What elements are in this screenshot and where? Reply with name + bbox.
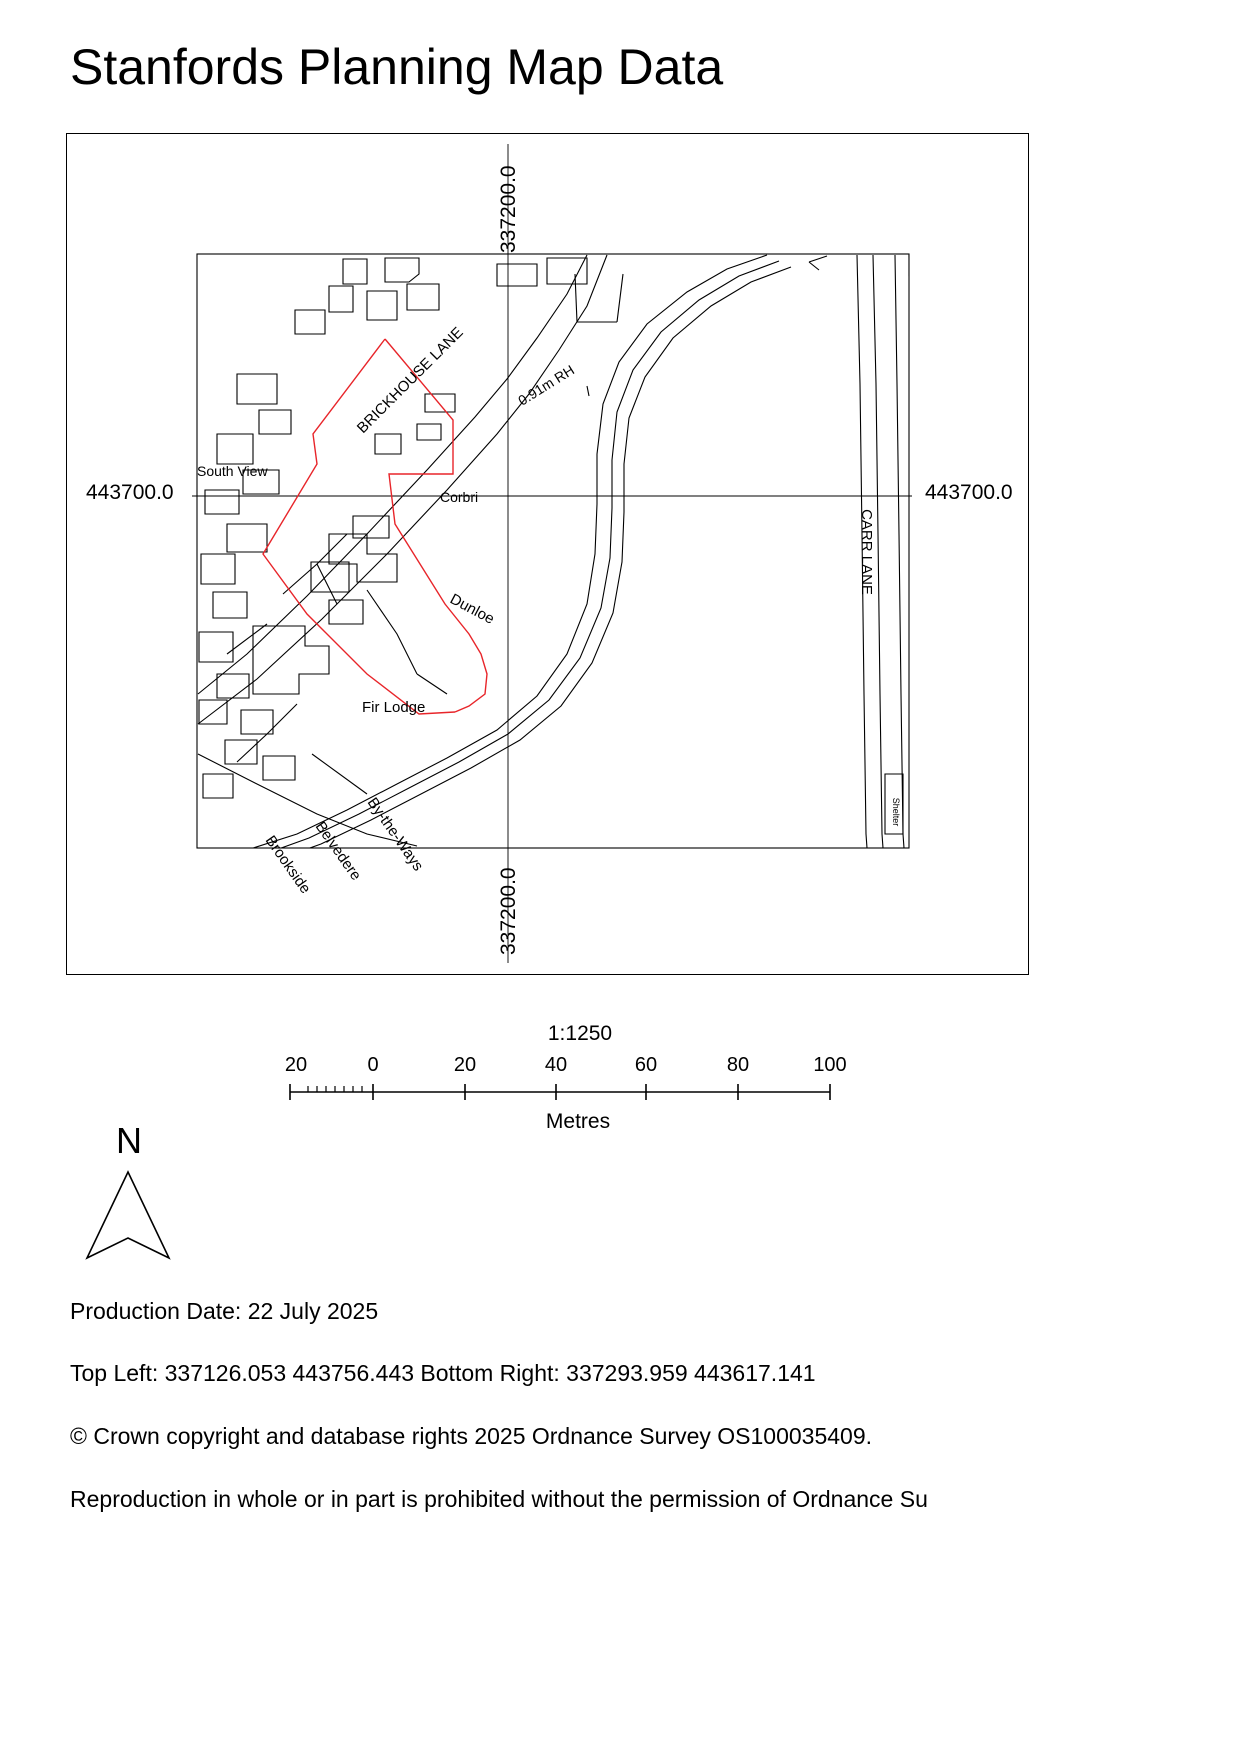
reproduction-notice: Reproduction in whole or in part is prohibited without the permission of Ordnance Su: [70, 1486, 928, 1512]
map-extent-rect: [197, 254, 909, 848]
grid-label-left-northing: 443700.0: [86, 481, 174, 504]
north-arrow: [68, 1122, 188, 1271]
scale-tick-1: 0: [367, 1054, 379, 1076]
scale-tick-0: 20: [284, 1054, 308, 1076]
label-dunloe: Dunloe: [447, 590, 498, 628]
label-corbri: Corbri: [440, 489, 479, 505]
road-network: [198, 255, 910, 862]
label-south-view: South View: [197, 463, 268, 479]
scale-tick-labels: [280, 1054, 847, 1078]
label-shelter: Shelter: [891, 797, 901, 827]
scale-bar-graphic: [280, 1080, 840, 1104]
scale-tick-5: 80: [726, 1054, 750, 1076]
label-brickhouse-lane: BRICKHOUSE LANE: [353, 324, 467, 437]
scale-tick-6: 100: [813, 1054, 847, 1076]
grid-label-top-easting: 337200.0: [497, 165, 520, 253]
copyright-notice: © Crown copyright and database rights 2025 Ordnance Survey OS100035409.: [70, 1423, 873, 1449]
grid-label-bottom-easting: 337200.0: [497, 867, 520, 955]
north-arrow-icon: [73, 1166, 183, 1266]
north-letter: N: [116, 1120, 142, 1161]
extent-coordinates: Top Left: 337126.053 443756.443 Bottom Right: 337293.959 443617.141: [70, 1360, 816, 1386]
production-date: Production Date: 22 July 2025: [70, 1298, 379, 1324]
scale-tick-4: 60: [634, 1054, 658, 1076]
site-boundary-outline-west: [263, 339, 455, 714]
scale-units-label: Metres: [545, 1110, 611, 1133]
scale-tick-3: 40: [544, 1054, 568, 1076]
label-fir-lodge: Fir Lodge: [362, 699, 426, 716]
map-labels: [197, 324, 901, 897]
grid-label-right-northing: 443700.0: [925, 481, 1013, 504]
label-belvedere: Belvedere: [311, 818, 365, 884]
label-rh-width: 0.91m RH: [515, 361, 578, 409]
map-graphic: [67, 134, 1027, 973]
buildings: [199, 258, 903, 834]
label-brookside: Brookside: [261, 832, 314, 897]
label-carr-lane: CARR LANE: [858, 509, 875, 595]
page-title: Stanfords Planning Map Data: [70, 39, 724, 95]
scale-tick-2: 20: [453, 1054, 477, 1076]
scale-ratio-label: 1:1250: [547, 1022, 613, 1045]
label-by-the-ways: By-the-Ways: [363, 794, 427, 875]
scale-bar: [280, 1022, 847, 1134]
map-canvas[interactable]: [66, 133, 1029, 975]
